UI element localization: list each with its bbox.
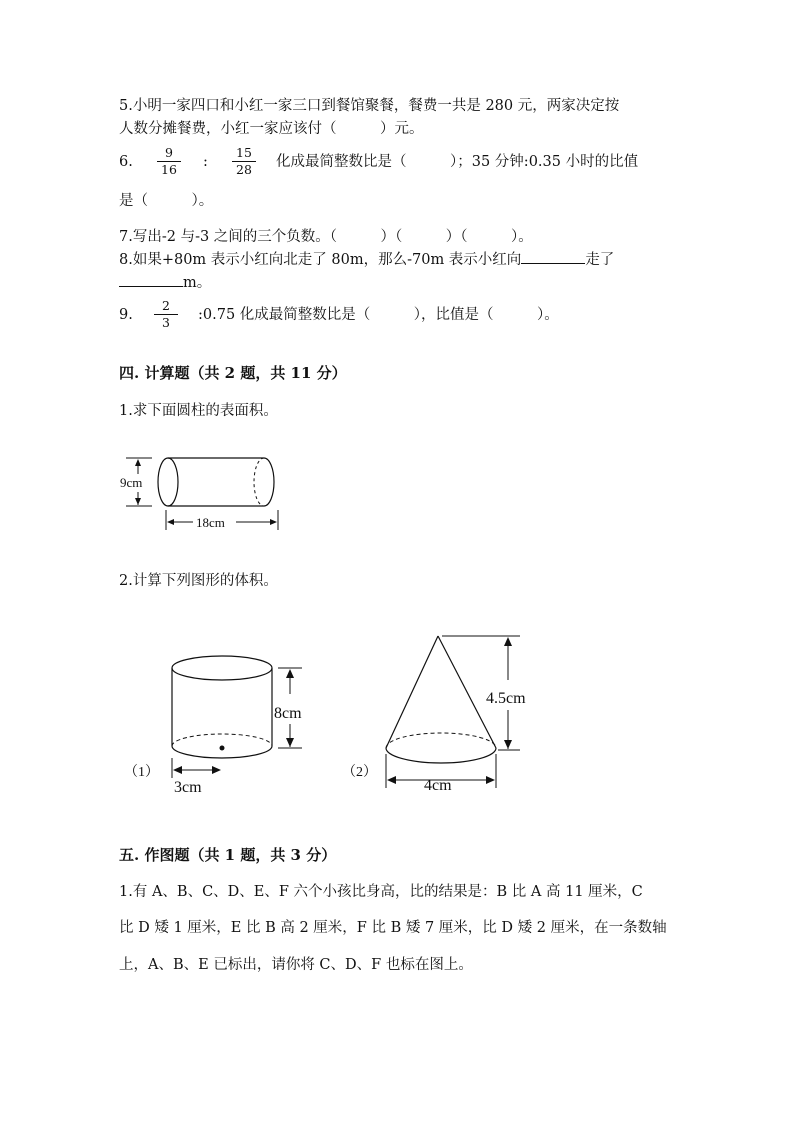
q6-colon: :: [203, 154, 208, 170]
q6-frac1-denominator: 16: [161, 162, 177, 177]
q6-line2: 是（ ）。: [119, 193, 214, 209]
q7-text: 7.写出-2 与-3 之间的三个负数。（ ）（ ）（ ）。: [119, 229, 533, 245]
fig2-height-label: 4.5cm: [486, 690, 526, 707]
q6-frac1-numerator: 9: [165, 145, 173, 160]
fig2-diameter-label: 4cm: [424, 777, 452, 794]
q9-frac-denominator: 3: [162, 315, 170, 330]
upright-cylinder-figure: [118, 650, 318, 798]
q6-fraction-2: [232, 146, 256, 177]
s5-q1-line1: 1.有 A、B、C、D、E、F 六个小孩比身高，比的结果是：B 比 A 高 11 厘米，C: [119, 884, 643, 900]
section5-heading: 五. 作图题（共 1 题，共 3 分）: [119, 846, 337, 864]
q9-text-after: :0.75 化成最简整数比是（ ），比值是（ ）。: [198, 307, 559, 323]
cone-figure: [338, 630, 548, 800]
q8-line2-unit: m。: [183, 275, 212, 291]
cyl1-height-label: 9cm: [120, 475, 143, 490]
q8-direction-blank[interactable]: [521, 249, 585, 264]
q6-text-after: 化成最简整数比是（ ）；35 分钟:0.35 小时的比值: [276, 154, 639, 170]
q5-line2: 人数分摊餐费，小红一家应该付（ ）元。: [119, 121, 424, 137]
s4-q1-text: 1.求下面圆柱的表面积。: [119, 403, 278, 419]
cyl1-length-label: 18cm: [196, 515, 225, 530]
q6-frac2-numerator: 15: [236, 145, 252, 160]
q9-number: 9.: [119, 307, 133, 323]
q6-number: 6.: [119, 154, 133, 170]
q8-line2: [119, 272, 211, 293]
q8-line1-b: 走了: [585, 252, 615, 268]
q9-fraction: [154, 299, 178, 330]
fig1-height-label: 8cm: [274, 705, 302, 722]
q6-frac2-denominator: 28: [236, 162, 252, 177]
q8-line1-a: 8.如果+80m 表示小红向北走了 80m，那么-70m 表示小红向: [119, 252, 522, 268]
q9-frac-numerator: 2: [162, 298, 170, 313]
fig1-index: （1）: [124, 765, 159, 780]
q5-line1: 5.小明一家四口和小红一家三口到餐馆聚餐，餐费一共是 280 元，两家决定按: [119, 98, 620, 114]
q8-distance-blank[interactable]: [119, 272, 183, 287]
q8-line1: [119, 249, 614, 270]
fig1-radius-label: 3cm: [174, 779, 202, 796]
s4-q2-text: 2.计算下列图形的体积。: [119, 573, 278, 589]
section4-heading: 四. 计算题（共 2 题，共 11 分）: [119, 364, 347, 382]
s5-q1-line2: 比 D 矮 1 厘米，E 比 B 高 2 厘米，F 比 B 矮 7 厘米，比 D 矮 2 厘米，在一条数轴: [119, 920, 667, 936]
s5-q1-line3: 上，A、B、E 已标出，请你将 C、D、F 也标在图上。: [119, 957, 473, 973]
fig2-index: （2）: [342, 765, 377, 780]
lying-cylinder-figure: [118, 448, 288, 538]
q6-fraction-1: [157, 146, 181, 177]
